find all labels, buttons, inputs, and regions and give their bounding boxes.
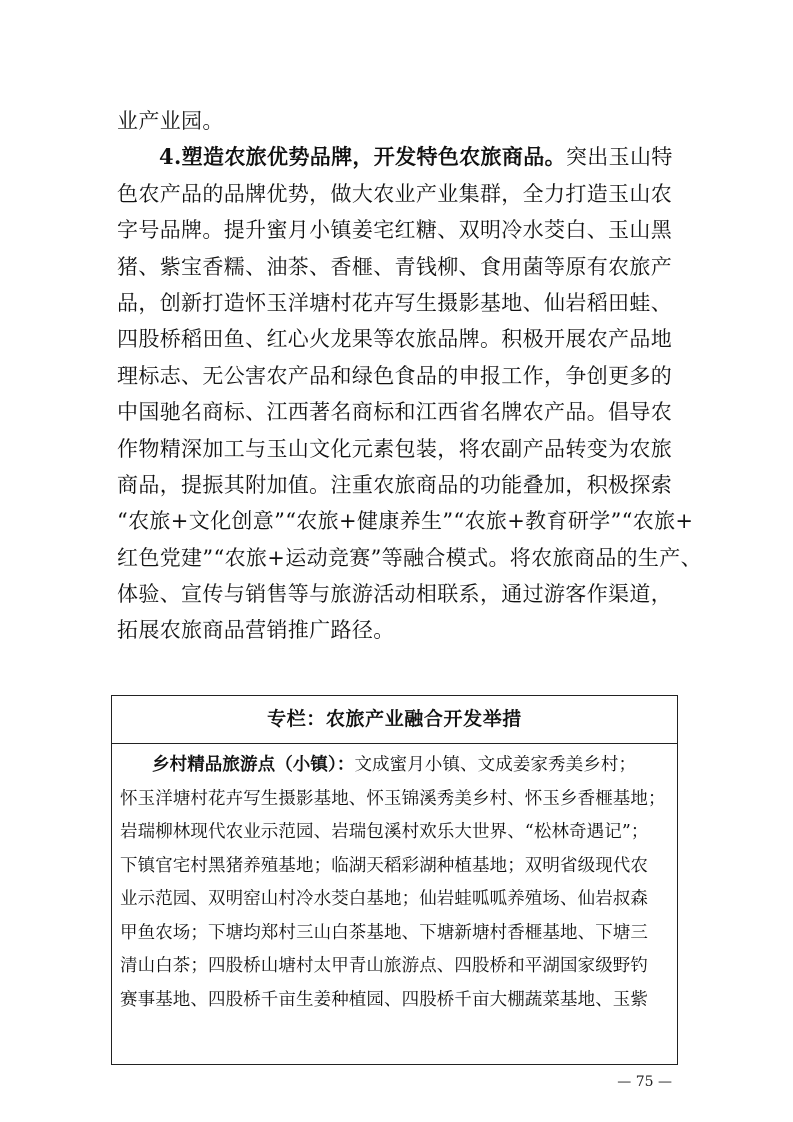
column-box-title: 专栏：农旅产业融合开发举措: [112, 696, 677, 744]
body-text: [117, 103, 702, 649]
page-number: — 75 —: [617, 1074, 672, 1090]
text-line-4: 字号品牌。提升蜜月小镇姜宅红糖、双明冷水茭白、玉山黑: [117, 218, 673, 243]
column-box-body: [112, 744, 677, 1017]
text-line-8: 理标志、无公害农产品和绿色食品的申报工作，争创更多的: [117, 363, 673, 388]
section-heading: 4.塑造农旅优势品牌，开发特色农旅商品。: [159, 144, 566, 170]
column-box-line-5: 业示范园、双明窑山村冷水茭白基地；仙岩蛙呱呱养殖场、仙岩叔森: [120, 889, 648, 909]
column-box-lead-text: 文成蜜月小镇、文成姜家秀美乡村；: [354, 755, 637, 775]
text-line-3: 色农产品的品牌优势，做大农业产业集群，全力打造玉山农: [117, 181, 673, 206]
text-line-6: 品，创新打造怀玉洋塘村花卉写生摄影基地、仙岩稻田蛙、: [117, 290, 673, 315]
column-box-line-3: 岩瑞柳林现代农业示范园、岩瑞包溪村欢乐大世界、“松林奇遇记”；: [120, 822, 649, 842]
section-heading-tail: 突出玉山特: [565, 145, 673, 170]
text-line-13: 红色党建”“农旅+运动竞赛”等融合模式。将农旅商品的生产、: [117, 545, 702, 570]
text-line-5: 猪、紫宝香糯、油茶、香榧、青钱柳、食用菌等原有农旅产: [117, 254, 673, 279]
text-line-10: 作物精深加工与玉山文化元素包装，将农副产品转变为农旅: [117, 436, 673, 461]
column-box-line-6: 甲鱼农场；下塘均郑村三山白茶基地、下塘新塘村香榧基地、下塘三: [120, 922, 648, 943]
column-box-line-2: 怀玉洋塘村花卉写生摄影基地、怀玉锦溪秀美乡村、怀玉乡香榧基地；: [120, 788, 666, 809]
text-line-14: 体验、宣传与销售等与旅游活动相联系，通过游客作渠道，: [117, 582, 673, 607]
column-box: [111, 695, 678, 1065]
column-box-line-1: [120, 749, 671, 783]
column-box-line-4: 下镇官宅村黑猪养殖基地；临湖天稻彩湖种植基地；双明省级现代农: [120, 855, 648, 876]
text-line-2: [117, 139, 677, 175]
text-line-11: 商品，提振其附加值。注重农旅商品的功能叠加，积极探索: [117, 472, 673, 497]
column-box-line-7: 清山白茶；四股桥山塘村太甲青山旅游点、四股桥和平湖国家级野钓: [120, 956, 648, 976]
column-box-line-8: 赛事基地、四股桥千亩生姜种植园、四股桥千亩大棚蔬菜基地、玉紫: [120, 989, 648, 1010]
text-line-9: 中国驰名商标、江西著名商标和江西省名牌农产品。倡导农: [117, 400, 673, 425]
text-line-12: “农旅+文化创意”“农旅+健康养生”“农旅+教育研学”“农旅+: [117, 509, 694, 534]
text-line-15: 拓展农旅商品营销推广路径。: [117, 618, 395, 643]
column-box-lead-label: 乡村精品旅游点（小镇）：: [152, 755, 355, 775]
text-line-1: 业产业园。: [117, 109, 224, 133]
text-line-7: 四股桥稻田鱼、红心火龙果等农旅品牌。积极开展农产品地: [117, 327, 673, 352]
